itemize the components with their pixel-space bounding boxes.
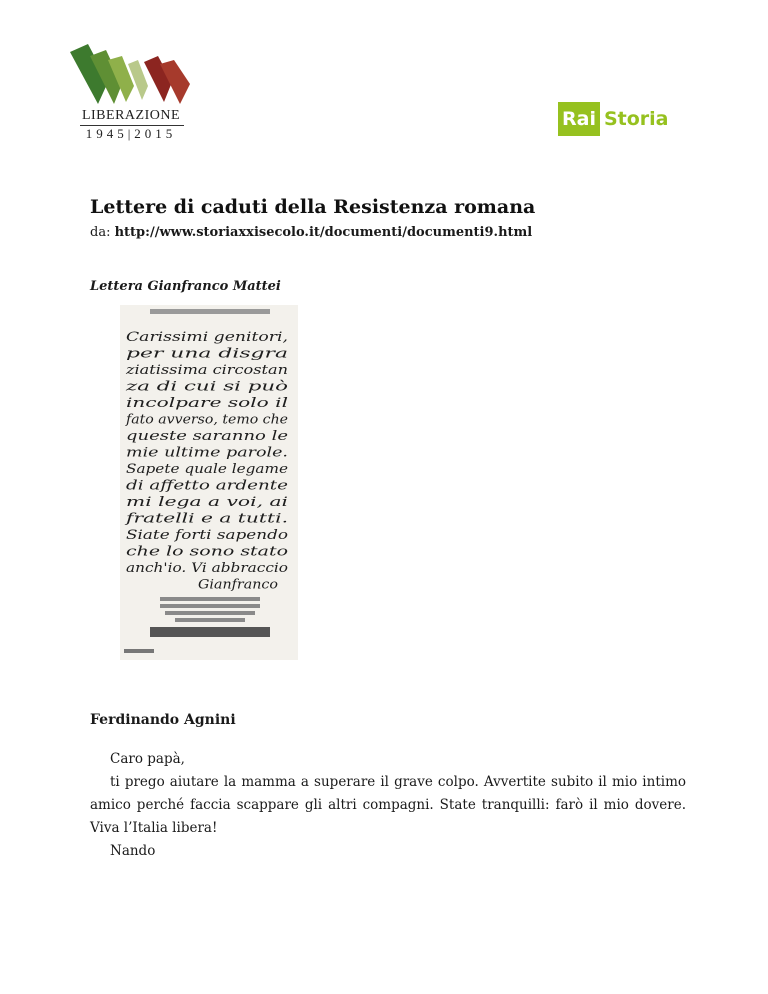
letter-signature: Nando xyxy=(110,843,156,859)
letter-greeting: Caro papà, xyxy=(110,751,185,767)
handwritten-letter-image xyxy=(120,305,298,660)
rai-storia-logo xyxy=(558,102,669,136)
letter-text: ti prego aiutare la mamma a superare il grave colpo. Avvertite subito il mio intimo amico perché faccia scappare gli altri compagni. State tranquilli: farò il mio dovere. Viva l’Italia libera! xyxy=(90,774,686,836)
source-url: http://www.storiaxxisecolo.it/documenti/documenti9.html xyxy=(114,225,533,240)
handwritten-line: Siate forti sapendo xyxy=(126,528,289,543)
liberazione-word: LIBERAZIONE xyxy=(81,108,181,123)
handwritten-line: ziatissima circostan xyxy=(124,363,289,378)
handwritten-line: Gianfranco xyxy=(198,577,279,593)
source-line xyxy=(90,225,532,240)
handwritten-line: incolpare solo il xyxy=(126,396,288,411)
handwritten-line: queste saranno le xyxy=(126,429,289,444)
handwritten-line: fratelli e a tutti. xyxy=(124,511,288,527)
section-name: Ferdinando Agnini xyxy=(90,712,236,728)
handwritten-line: Carissimi genitori, xyxy=(126,330,288,345)
source-label: da: xyxy=(90,225,111,240)
handwritten-line: mi lega a voi, ai xyxy=(126,495,288,510)
rai-logo-box: Rai xyxy=(558,102,600,136)
handwritten-line: Sapete quale legame xyxy=(126,462,289,477)
letter-body xyxy=(90,748,686,863)
handwritten-line: za di cui si può xyxy=(124,379,289,395)
liberazione-years: 1945|2015 xyxy=(85,126,177,141)
storia-logo-text: Storia xyxy=(603,108,669,130)
document-title: Lettere di caduti della Resistenza romana xyxy=(90,196,536,218)
liberazione-logo xyxy=(68,42,194,140)
handwritten-line: di affetto ardente xyxy=(126,478,289,494)
handwritten-line: mie ultime parole. xyxy=(126,445,288,461)
handwritten-line: fato avverso, temo che xyxy=(124,412,289,428)
handwritten-line: per una disgra xyxy=(126,346,288,362)
letter-subheading: Lettera Gianfranco Mattei xyxy=(90,279,281,294)
handwritten-line: anch'io. Vi abbraccio xyxy=(126,561,289,576)
handwritten-line: che lo sono stato xyxy=(126,544,289,560)
